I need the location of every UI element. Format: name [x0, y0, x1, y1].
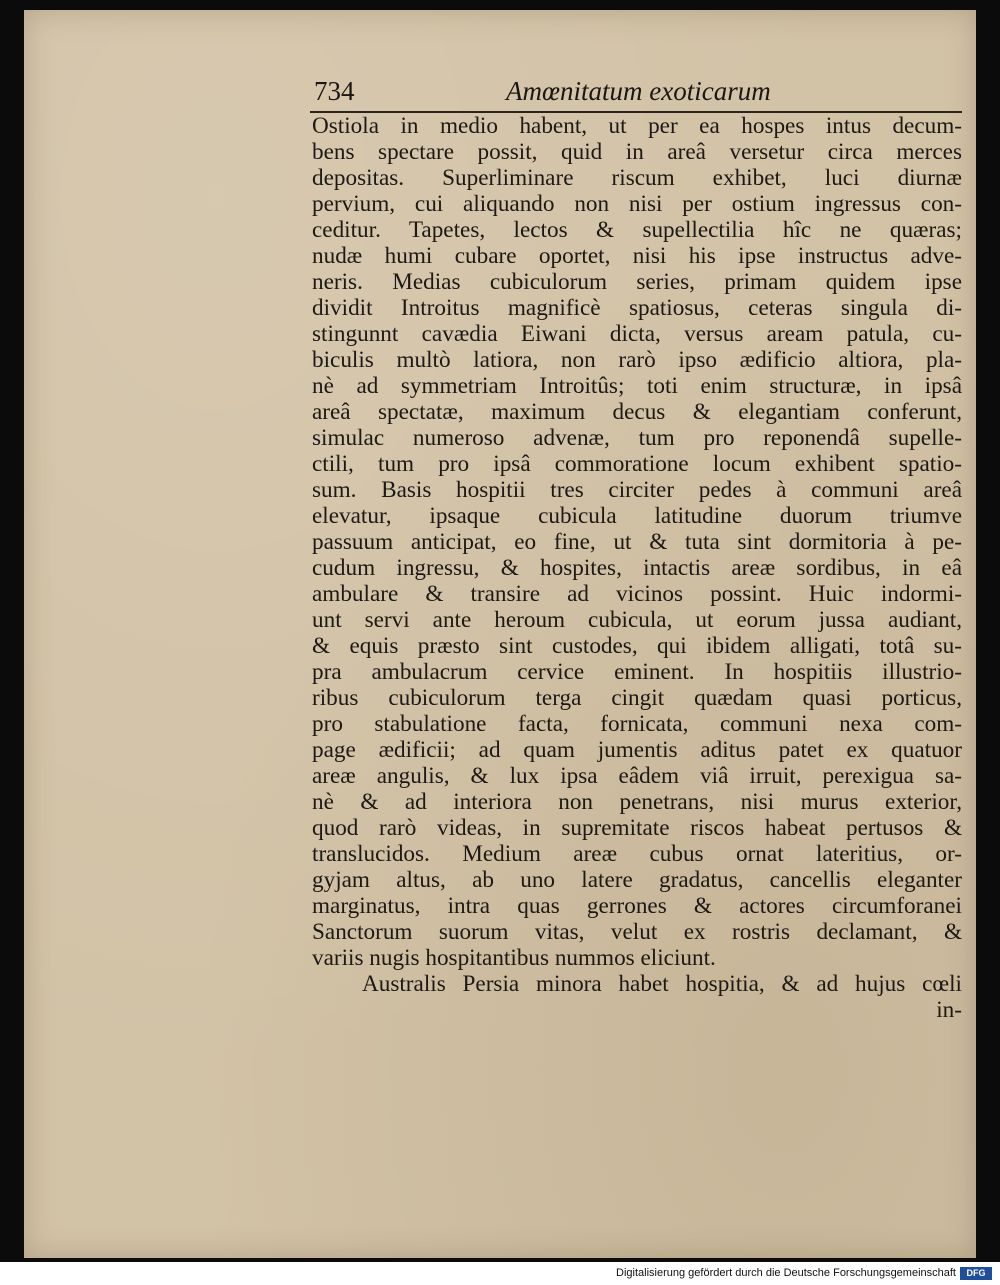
text-line: nè ad symmetriam Introitûs; toti enim structuræ, in ipsâ — [312, 373, 962, 399]
text-line: gyjam altus, ab uno latere gradatus, cancellis eleganter — [312, 867, 962, 893]
text-line: cudum ingressu, & hospites, intactis areæ sordibus, in eâ — [312, 555, 962, 581]
text-line: ctili, tum pro ipsâ commoratione locum exhibent spatio- — [312, 451, 962, 477]
text-line: areâ spectatæ, maximum decus & elegantiam conferunt, — [312, 399, 962, 425]
text-line: areæ angulis, & lux ipsa eâdem viâ irruit, perexigua sa- — [312, 763, 962, 789]
text-line: dividit Introitus magnificè spatiosus, ceteras singula di- — [312, 295, 962, 321]
text-line: bens spectare possit, quid in areâ versetur circa merces — [312, 139, 962, 165]
text-line: unt servi ante heroum cubicula, ut eorum jussa audiant, — [312, 607, 962, 633]
text-line: nudæ humi cubare oportet, nisi his ipse instructus adve- — [312, 243, 962, 269]
text-line: biculis multò latiora, non rarò ipso ædificio altiora, pla- — [312, 347, 962, 373]
page-header — [310, 76, 960, 110]
body-text — [312, 113, 962, 1023]
text-line: ceditur. Tapetes, lectos & supellectilia hîc ne quæras; — [312, 217, 962, 243]
text-line: depositas. Superliminare riscum exhibet, luci diurnæ — [312, 165, 962, 191]
text-line: & equis præsto sint custodes, qui ibidem alligati, totâ su- — [312, 633, 962, 659]
running-head: Amœnitatum exoticarum — [506, 76, 771, 106]
text-line: Sanctorum suorum vitas, velut ex rostris declamant, & — [312, 919, 962, 945]
text-line: neris. Medias cubiculorum series, primam quidem ipse — [312, 269, 962, 295]
text-line: ambulare & transire ad vicinos possint. Huic indormi- — [312, 581, 962, 607]
page-number: 734 — [314, 76, 355, 106]
text-line: passuum anticipat, eo fine, ut & tuta sint dormitoria à pe- — [312, 529, 962, 555]
text-line: quod rarò videas, in supremitate riscos habeat pertusos & — [312, 815, 962, 841]
text-line: translucidos. Medium areæ cubus ornat lateritius, or- — [312, 841, 962, 867]
text-line: stingunnt cavædia Eiwani dicta, versus aream patula, cu- — [312, 321, 962, 347]
text-line: page ædificii; ad quam jumentis aditus patet ex quatuor — [312, 737, 962, 763]
digitization-credit: Digitalisierung gefördert durch die Deutsche Forschungsgemeinschaft — [616, 1267, 956, 1279]
text-line: Australis Persia minora habet hospitia, & ad hujus cœli — [362, 971, 962, 997]
text-line: Ostiola in medio habent, ut per ea hospes intus decum- — [312, 113, 962, 139]
text-line: nè & ad interiora non penetrans, nisi murus exterior, — [312, 789, 962, 815]
text-line: ribus cubiculorum terga cingit quædam quasi porticus, — [312, 685, 962, 711]
text-line: variis nugis hospitantibus nummos eliciunt. — [312, 945, 716, 971]
dfg-logo: DFG — [960, 1267, 992, 1280]
text-line: pro stabulatione facta, fornicata, communi nexa com- — [312, 711, 962, 737]
catchword: in- — [936, 997, 962, 1023]
footer-bar — [0, 1262, 1000, 1285]
text-line: marginatus, intra quas gerrones & actores circumforanei — [312, 893, 962, 919]
text-line: elevatur, ipsaque cubicula latitudine duorum triumve — [312, 503, 962, 529]
text-line: pra ambulacrum cervice eminent. In hospitiis illustrio- — [312, 659, 962, 685]
text-line: sum. Basis hospitii tres circiter pedes à communi areâ — [312, 477, 962, 503]
text-line: simulac numeroso advenæ, tum pro reponendâ supelle- — [312, 425, 962, 451]
text-line: pervium, cui aliquando non nisi per ostium ingressus con- — [312, 191, 962, 217]
